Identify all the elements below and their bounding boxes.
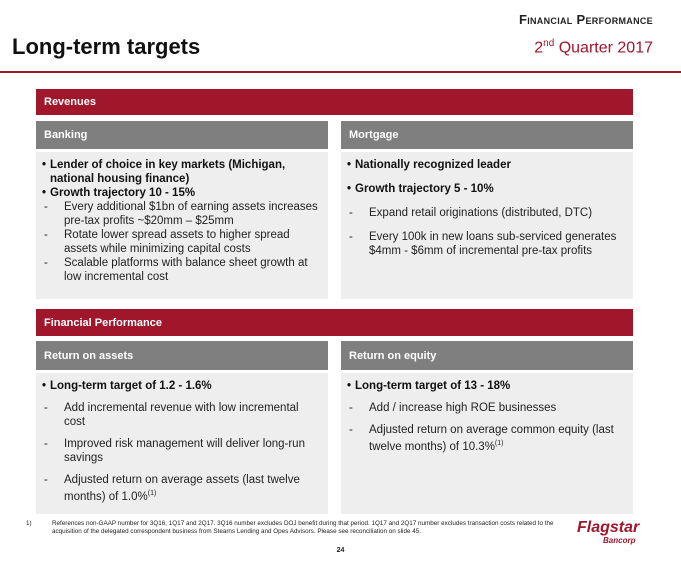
mortgage-dash-item: - Expand retail originations (distributed, DTC): [349, 207, 593, 219]
banking-dash-item: - Scalable platforms with balance sheet growth at low incremental cost: [44, 257, 308, 283]
footnote-text: References non-GAAP number for 3Q16, 1Q17 and 2Q17. 3Q16 number excludes DOJ benefit during that period. 1Q17 and 2Q17 number excludes transaction costs related to the acquisition of the delegated correspondent business from Stearns Lending and Opes Advisors. Please see reconciliation on slide 45.: [52, 520, 554, 535]
page-title: Long-term targets: [12, 34, 201, 59]
mortgage-panel: [341, 152, 633, 299]
banking-bullet: • Growth trajectory 10 - 15%: [42, 187, 196, 199]
roa-dash-item: - Adjusted return on average assets (last twelve months) of 1.0%$^{(1)}$: [44, 474, 300, 503]
quarter-ordinal: nd: [543, 38, 555, 49]
mortgage-bullet: • Growth trajectory 5 - 10%: [347, 183, 494, 195]
roe-panel: [341, 373, 633, 514]
quarter-number: 2: [534, 39, 544, 57]
banking-dash-item: - Every additional $1bn of earning assets increases pre-tax profits ~$20mm – $25mm: [44, 201, 318, 227]
roa-heading: Return on assets: [36, 341, 328, 370]
roe-dash-item: - Add / increase high ROE businesses: [349, 402, 557, 414]
banking-bullet: • Lender of choice in key markets (Michigan, national housing finance): [42, 159, 286, 185]
mortgage-dash-item: - Every 100k in new loans sub-serviced generates $4mm - $6mm of incremental pre-tax profits: [349, 231, 617, 257]
revenues-band: Revenues: [36, 89, 633, 115]
banking-dash-item: - Rotate lower spread assets to higher spread assets while minimizing capital costs: [44, 229, 290, 255]
footnote-ref: (1): [494, 440, 504, 447]
roa-dash-item: - Improved risk management will deliver long-run savings: [44, 438, 305, 464]
roe-dash-item: - Adjusted return on average common equity (last twelve months) of 10.3%$^{(1)}$: [349, 424, 614, 453]
financial-performance-band: Financial Performance: [36, 309, 633, 336]
page-number: 24: [336, 547, 345, 554]
footnote-number: 1): [26, 520, 32, 527]
mortgage-heading: Mortgage: [341, 121, 633, 149]
logo-subtitle: Bancorp: [603, 536, 636, 545]
roa-bullet: • Long-term target of 1.2 - 1.6%: [42, 380, 212, 392]
banking-heading: Banking: [36, 121, 328, 149]
banking-panel: [36, 152, 328, 299]
footnote-ref: (1): [147, 490, 157, 497]
roa-dash-item: - Add incremental revenue with low incremental cost: [44, 402, 299, 428]
flagstar-logo: [577, 520, 657, 545]
mortgage-bullet: • Nationally recognized leader: [347, 159, 511, 171]
quarter-text: Quarter 2017: [554, 39, 653, 57]
section-label: Financial Performance: [518, 12, 653, 27]
quarter-label: [534, 38, 653, 57]
logo-wordmark: Flagstar: [577, 519, 640, 536]
roa-panel: [36, 373, 328, 514]
roe-bullet: • Long-term target of 13 - 18%: [347, 380, 511, 392]
header-divider: [0, 71, 681, 73]
roe-heading: Return on equity: [341, 341, 633, 370]
